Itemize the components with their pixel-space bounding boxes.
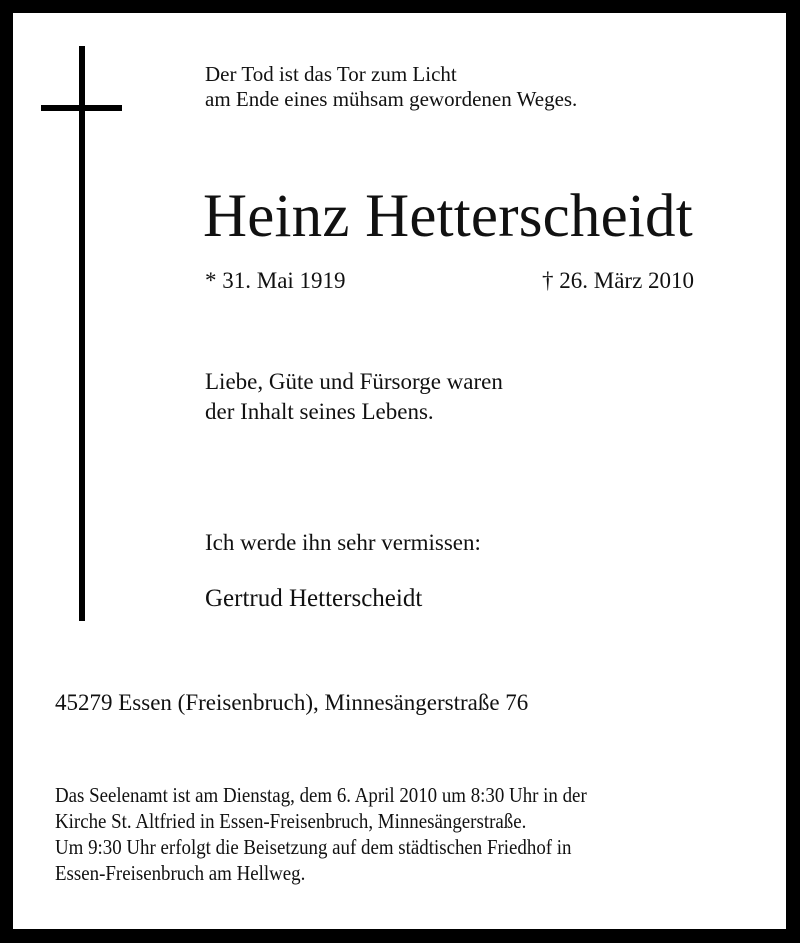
cross-horizontal-bar <box>41 105 122 111</box>
address: 45279 Essen (Freisenbruch), Minnesängerstraße 76 <box>55 690 529 715</box>
verse-line: am Ende eines mühsam gewordenen Weges. <box>205 87 578 111</box>
verse-line: Der Tod ist das Tor zum Licht <box>205 62 457 86</box>
verse <box>205 62 577 112</box>
motto-line: der Inhalt seines Lebens. <box>205 399 434 424</box>
cross-vertical-bar <box>79 46 85 621</box>
obituary-card <box>13 13 786 929</box>
miss-text: Ich werde ihn sehr vermissen: <box>205 530 481 555</box>
notice-line: Essen-Freisenbruch am Hellweg. <box>55 861 306 885</box>
death-date: † 26. März 2010 <box>542 268 695 293</box>
notice-line: Kirche St. Altfried in Essen-Freisenbruch, Minnesängerstraße. <box>55 809 527 833</box>
notice-line: Um 9:30 Uhr erfolgt die Beisetzung auf dem städtischen Friedhof in <box>55 835 572 859</box>
funeral-notice <box>55 782 587 886</box>
mourner-name: Gertrud Hetterscheidt <box>205 585 423 612</box>
motto-line: Liebe, Güte und Fürsorge waren <box>205 369 503 394</box>
notice-line: Das Seelenamt ist am Dienstag, dem 6. April 2010 um 8:30 Uhr in der <box>55 783 587 807</box>
birth-date: * 31. Mai 1919 <box>205 268 346 293</box>
motto <box>205 367 503 427</box>
deceased-name: Heinz Hetterscheidt <box>203 183 693 250</box>
